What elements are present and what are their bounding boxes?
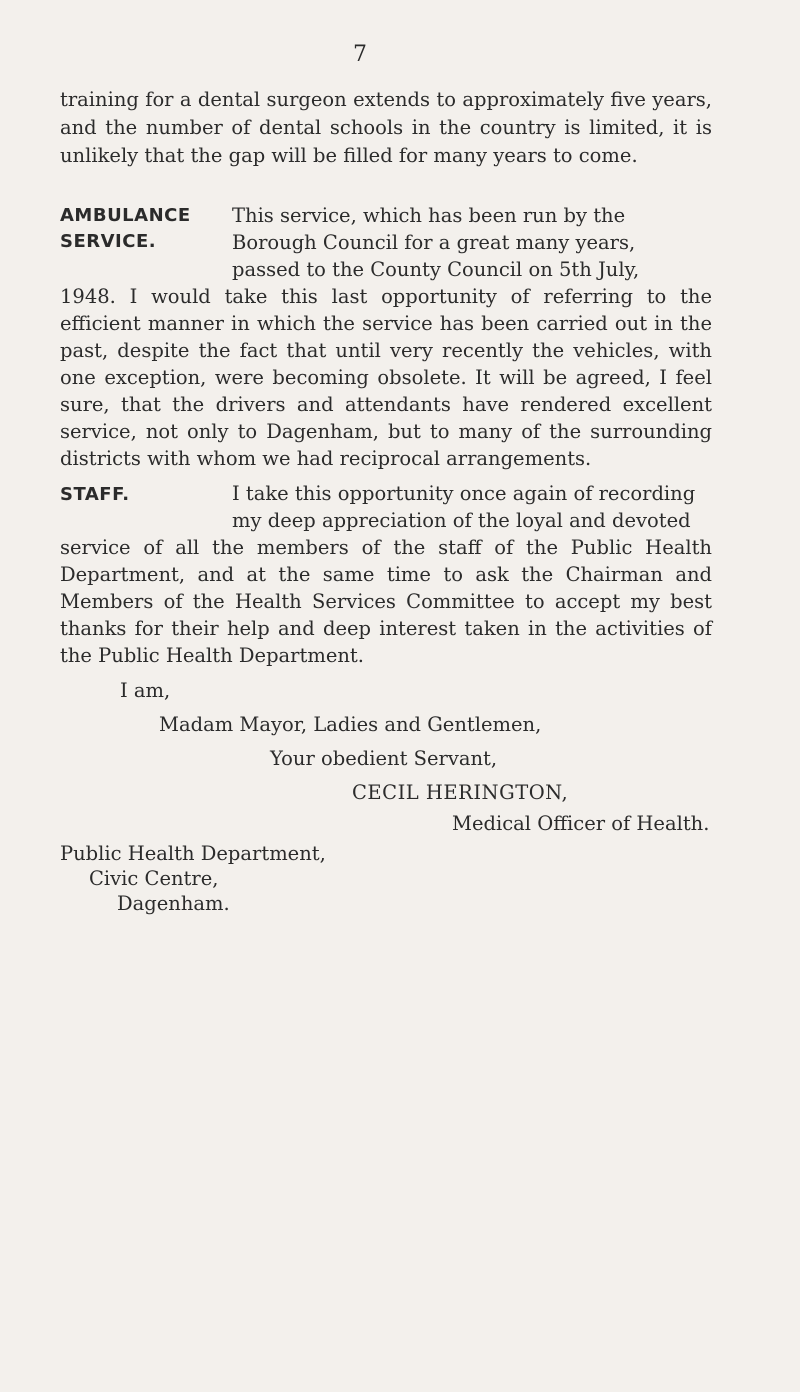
signatory-title: Medical Officer of Health. bbox=[452, 812, 710, 835]
address-line-centre: Civic Centre, bbox=[89, 867, 219, 890]
ambulance-service-section bbox=[60, 202, 712, 472]
address-line-town: Dagenham. bbox=[117, 892, 230, 915]
ambulance-service-heading: AMBULANCE SERVICE. bbox=[60, 205, 191, 252]
closing-i-am: I am, bbox=[120, 679, 171, 702]
ambulance-indented-line: Borough Council for a great many years, bbox=[232, 231, 636, 254]
staff-body-text: service of all the members of the staff of the Public Health Department, and at the same time to ask the Chairman and Members of the Health Services Committee to accept my best thanks for their help and deep interest taken in the activities of the Public Health Department. bbox=[60, 536, 712, 667]
staff-indented-line: my deep appreciation of the loyal and devoted bbox=[232, 509, 691, 532]
ambulance-indented-line: passed to the County Council on 5th July, bbox=[232, 258, 640, 281]
address-line-department: Public Health Department, bbox=[60, 842, 326, 865]
staff-section bbox=[60, 480, 712, 669]
closing-obedient-servant: Your obedient Servant, bbox=[270, 747, 498, 770]
intro-paragraph: training for a dental surgeon extends to approximately five years, and the number of dental schools in the country is limited, it is unlikely that the gap will be filled for many years to come. bbox=[60, 88, 712, 167]
staff-heading: STAFF. bbox=[60, 484, 130, 505]
ambulance-indented-line: This service, which has been run by the bbox=[232, 204, 626, 227]
page-number: 7 bbox=[353, 42, 367, 67]
signatory-name: CECIL HERINGTON, bbox=[352, 781, 569, 804]
staff-indented-line: I take this opportunity once again of recording bbox=[232, 482, 696, 505]
ambulance-body-text: 1948. I would take this last opportunity of referring to the efficient manner in which the service has been carried out in the past, despite the fact that until very recently the vehicles, with one exception, were becoming obsolete. It will be agreed, I feel sure, that the drivers and attendants have rendered excellent service, not only to Dagenham, but to many of the surrounding districts with whom we had reciprocal arrangements. bbox=[60, 285, 712, 470]
closing-salutation: Madam Mayor, Ladies and Gentlemen, bbox=[159, 713, 542, 736]
